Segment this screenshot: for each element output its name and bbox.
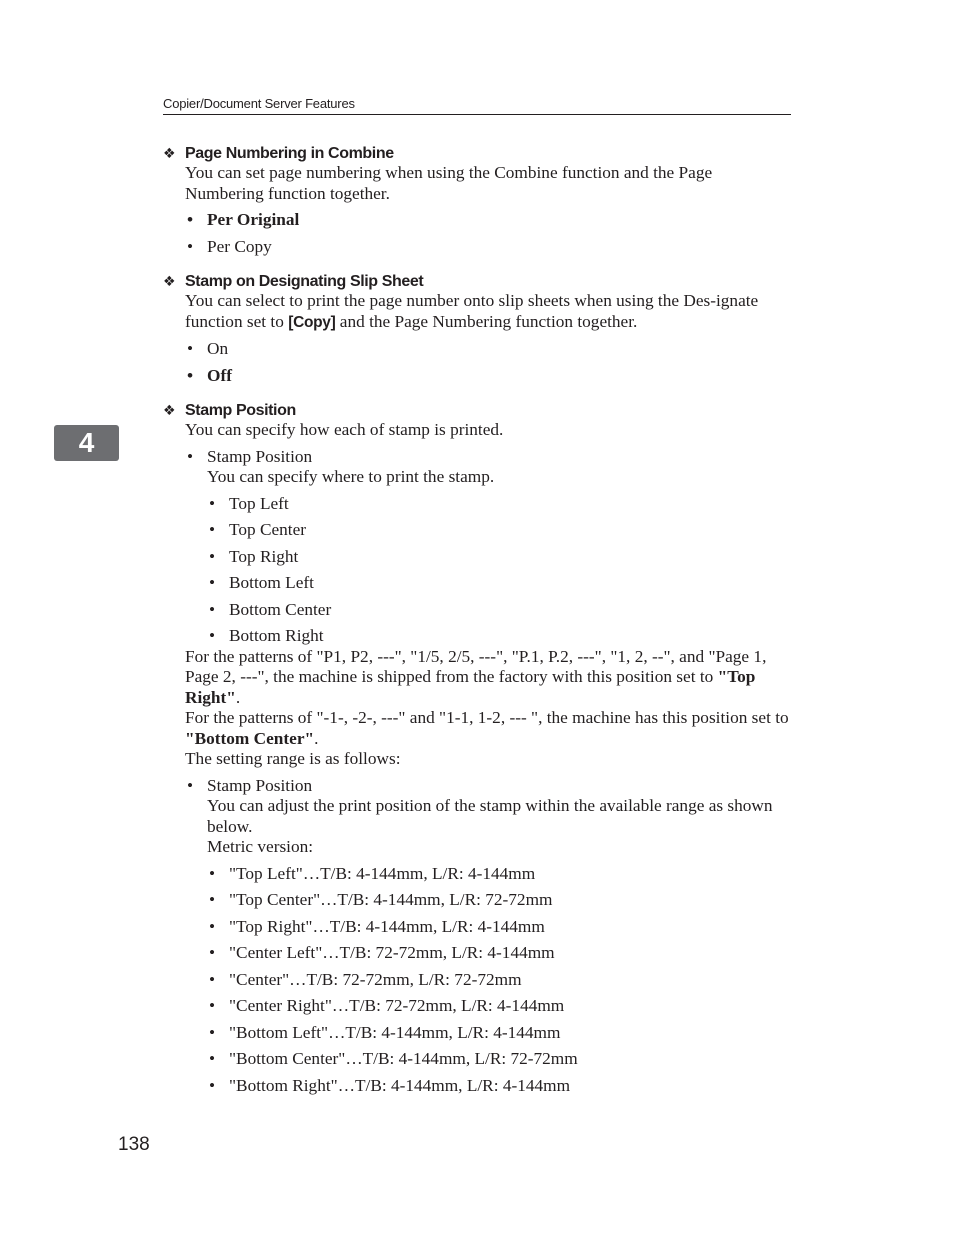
position-list	[207, 494, 791, 647]
page-number: 138	[118, 1134, 150, 1155]
option-list	[185, 776, 791, 1097]
range-item: • "Top Center"…T/B: 4-144mm, L/R: 72-72mm	[207, 890, 791, 911]
option-list	[185, 210, 791, 257]
section-paragraph: You can select to print the page number onto slip sheets when using the Des-ignate function set to [Copy] and the Page Numbering function together.	[185, 291, 759, 331]
range-item: • "Bottom Left"…T/B: 4-144mm, L/R: 4-144mm	[207, 1023, 791, 1044]
range-item: • "Center Left"…T/B: 72-72mm, L/R: 4-144mm	[207, 943, 791, 964]
position-item: • Bottom Center	[207, 600, 791, 621]
position-item: • Top Left	[207, 494, 791, 515]
chapter-tab	[54, 425, 119, 461]
list-item	[185, 776, 791, 1097]
key-label-copy: [Copy]	[288, 313, 336, 331]
note-paragraph: For the patterns of "-1-, -2-, ---" and "1-1, 1-2, --- ", the machine has this position set to "Bottom Center".	[185, 708, 789, 748]
option-list	[185, 447, 791, 647]
range-item: • "Bottom Right"…T/B: 4-144mm, L/R: 4-144mm	[207, 1076, 791, 1097]
position-item: • Top Right	[207, 547, 791, 568]
option-list	[185, 339, 791, 386]
diamond-bullet-icon: ❖	[163, 145, 176, 161]
chapter-number: 4	[78, 427, 95, 458]
section-heading: ❖ Page Numbering in Combine	[163, 145, 394, 162]
section-stamp-on-slip-sheet	[163, 271, 791, 386]
running-header-title: Copier/Document Server Features	[163, 96, 355, 111]
list-item: • Per Original	[185, 210, 791, 231]
diamond-bullet-icon: ❖	[163, 273, 176, 289]
list-item: • On	[185, 339, 791, 360]
range-item: • "Bottom Center"…T/B: 4-144mm, L/R: 72-72mm	[207, 1049, 791, 1070]
section-paragraph: You can set page numbering when using the Combine function and the Page Numbering function together.	[185, 163, 713, 203]
main-content	[163, 143, 791, 1110]
item-description: You can adjust the print position of the stamp within the available range as shown below.	[207, 796, 773, 836]
version-label: Metric version:	[207, 837, 314, 856]
section-page-numbering-in-combine	[163, 143, 791, 257]
diamond-bullet-icon: ❖	[163, 402, 176, 418]
range-item: • "Top Left"…T/B: 4-144mm, L/R: 4-144mm	[207, 864, 791, 885]
range-item: • "Center Right"…T/B: 72-72mm, L/R: 4-144mm	[207, 996, 791, 1017]
section-stamp-position	[163, 400, 791, 1096]
section-heading: ❖ Stamp Position	[163, 402, 296, 419]
item-label: • Stamp Position	[207, 446, 313, 466]
list-item: • Per Copy	[185, 237, 791, 258]
item-label: • Stamp Position	[207, 775, 313, 795]
section-paragraph: You can specify how each of stamp is printed.	[185, 420, 504, 439]
list-item	[185, 447, 791, 647]
section-body	[163, 420, 791, 1096]
range-item: • "Center"…T/B: 72-72mm, L/R: 72-72mm	[207, 970, 791, 991]
running-header	[163, 96, 791, 115]
list-item: • Off	[185, 366, 791, 387]
note-paragraph: The setting range is as follows:	[185, 749, 401, 768]
position-item: • Bottom Left	[207, 573, 791, 594]
item-description: You can specify where to print the stamp.	[207, 467, 495, 486]
range-item: • "Top Right"…T/B: 4-144mm, L/R: 4-144mm	[207, 917, 791, 938]
note-paragraph: For the patterns of "P1, P2, ---", "1/5, 2/5, ---", "P.1, P.2, ---", "1, 2, --", and "Page 1, Page 2, ---", the machine is shipped from the factory with this position set to "Top Right".	[185, 646, 767, 707]
section-body	[163, 163, 791, 257]
position-item: • Top Center	[207, 520, 791, 541]
position-item: • Bottom Right	[207, 626, 791, 647]
section-heading: ❖ Stamp on Designating Slip Sheet	[163, 273, 424, 290]
range-list	[207, 864, 791, 1097]
section-body	[163, 291, 791, 386]
